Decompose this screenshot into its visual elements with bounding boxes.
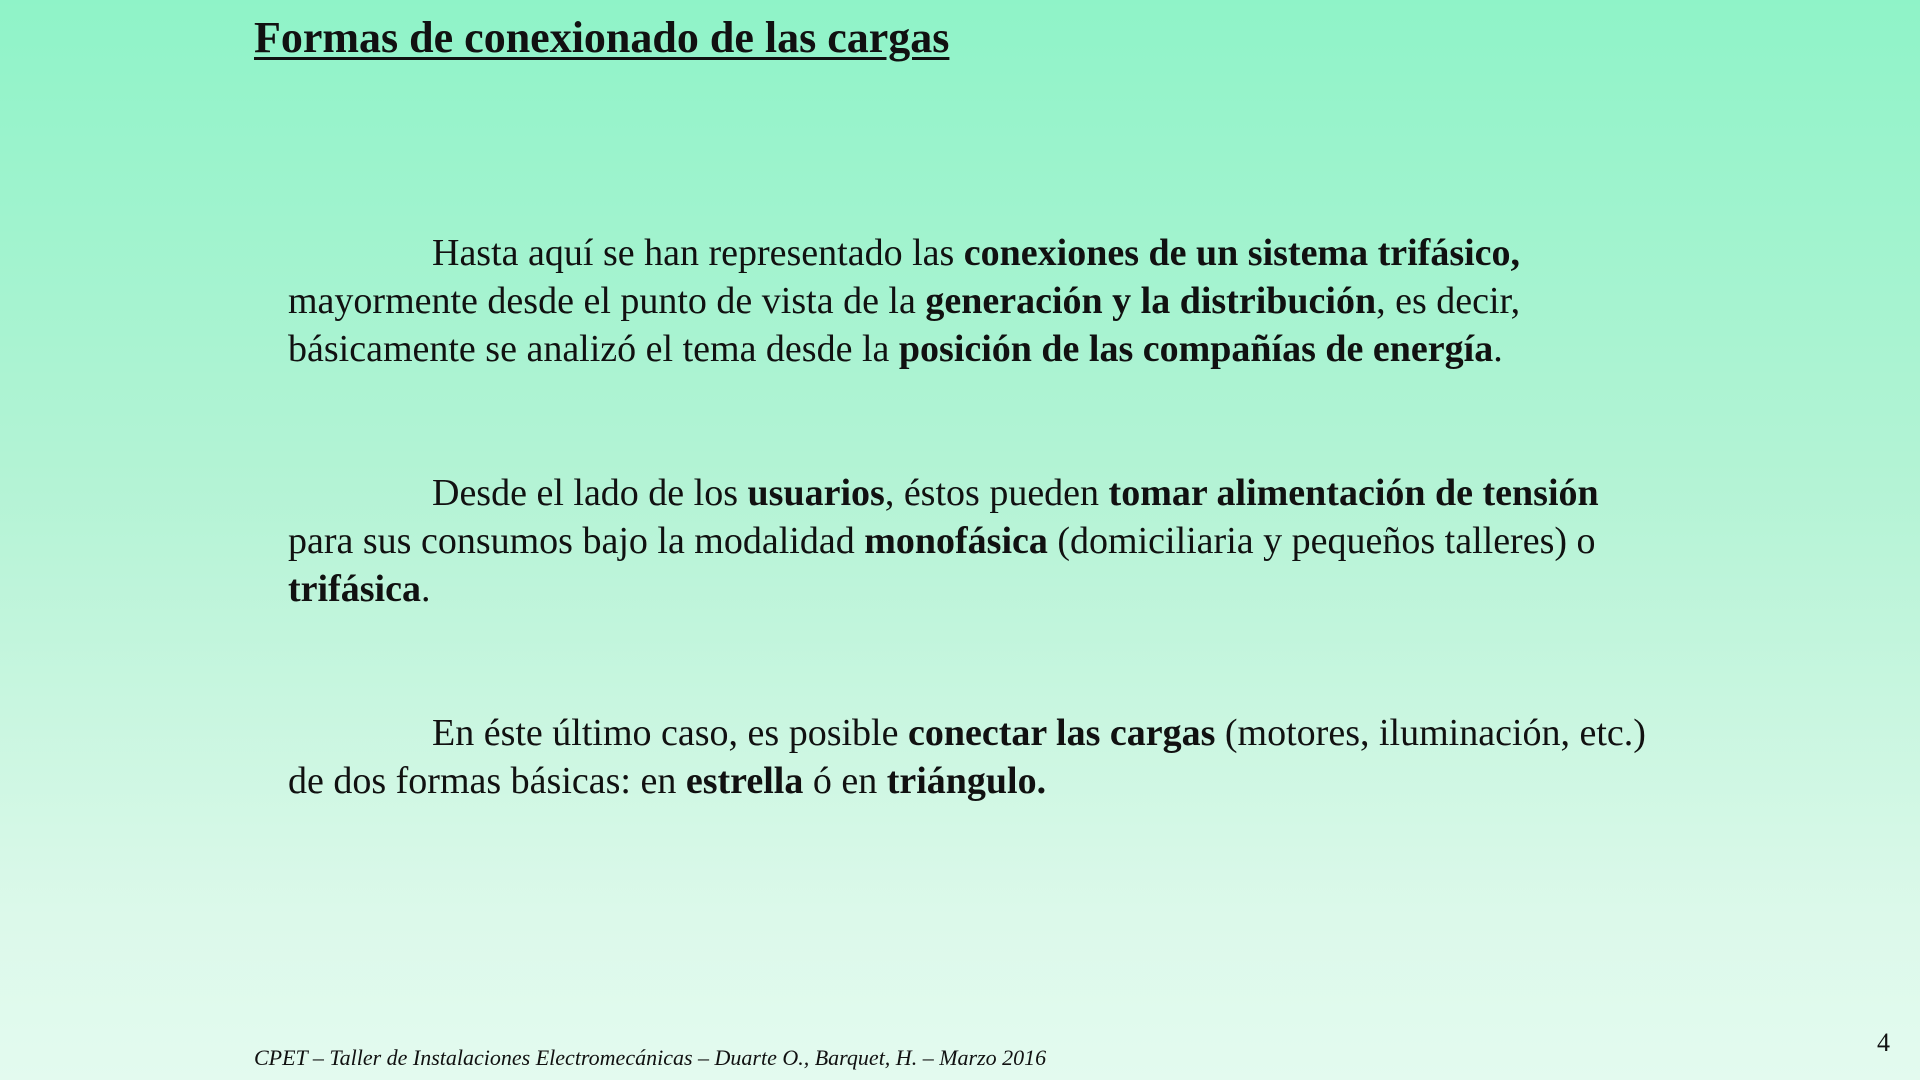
text-segment: En éste último caso, es posible (432, 712, 908, 754)
text-segment-bold: conectar las cargas (907, 712, 1216, 754)
text-segment: para sus consumos bajo la modalidad (288, 520, 865, 562)
text-segment: Desde el lado de los (432, 472, 748, 514)
text-segment: , éstos pueden (884, 472, 1109, 514)
text-segment: Hasta aquí se han representado las (432, 232, 964, 274)
paragraph-text (288, 229, 1648, 373)
paragraph-1 (288, 229, 1648, 373)
text-segment: (domiciliaria y pequeños talleres) o (1047, 520, 1596, 562)
paragraph-text (288, 709, 1648, 805)
text-segment-bold: tomar alimentación de tensión (1108, 472, 1599, 514)
text-segment-bold: usuarios (747, 472, 885, 514)
text-segment-bold: conexiones de un sistema trifásico, (963, 232, 1521, 274)
paragraph-text (288, 469, 1648, 613)
text-segment-bold: estrella (685, 760, 804, 802)
text-segment-bold: generación y la distribución (925, 280, 1377, 322)
text-segment-bold: trifásica (288, 568, 421, 610)
text-segment: mayormente desde el punto de vista de la (288, 280, 926, 322)
text-segment: . (1493, 328, 1503, 370)
page-number: 4 (1877, 1028, 1890, 1057)
text-segment: (motores, iluminación, etc.) de dos formas básicas: en (288, 712, 1646, 802)
text-segment-bold: monofásica (864, 520, 1048, 562)
text-segment-bold: posición de las compañías de energía (898, 328, 1494, 370)
text-segment: , es decir, básicamente se analizó el tema desde la (288, 280, 1521, 370)
text-segment: . (420, 568, 431, 610)
text-segment: ó en (803, 760, 887, 802)
paragraph-2 (288, 469, 1648, 613)
slide-title: Formas de conexionado de las cargas (254, 13, 950, 62)
paragraph-3 (288, 709, 1648, 805)
text-segment-bold: triángulo. (886, 760, 1047, 802)
slide-footer: CPET – Taller de Instalaciones Electromecánicas – Duarte O., Barquet, H. – Marzo 2016 (254, 1045, 1047, 1070)
